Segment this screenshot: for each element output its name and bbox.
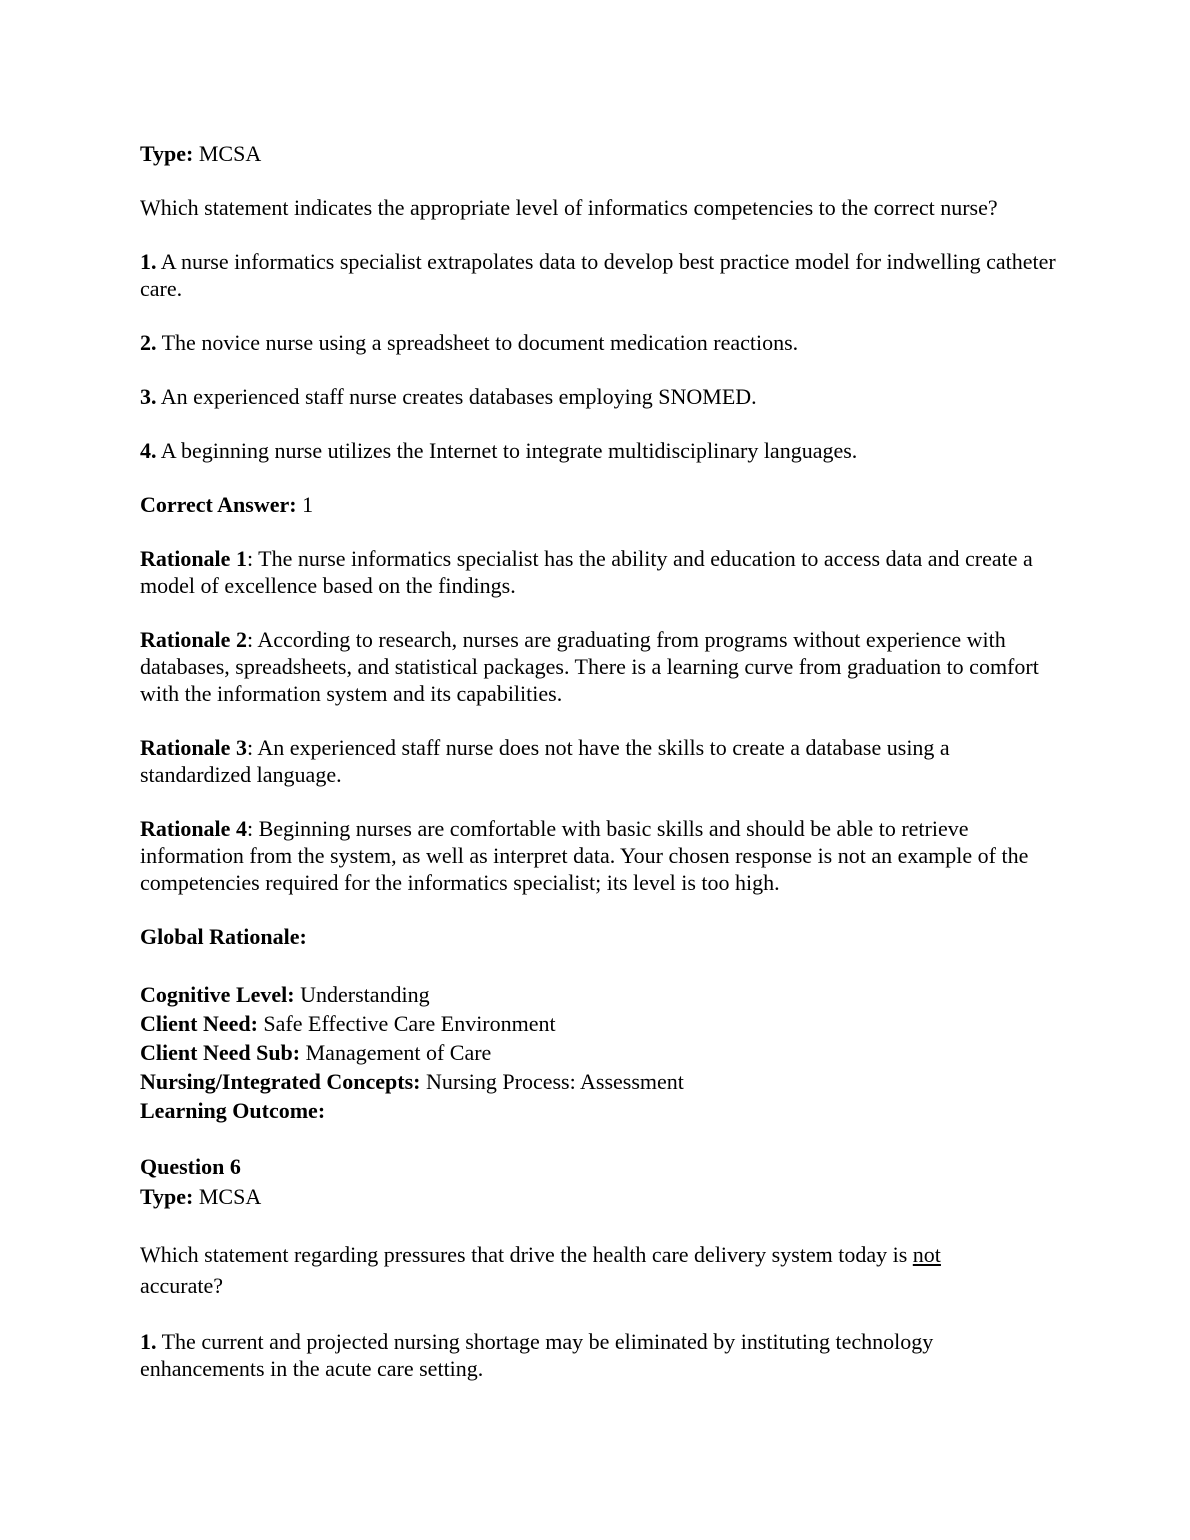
answer-option-4: 4. A beginning nurse utilizes the Internet to integrate multidisciplinary languages. bbox=[140, 438, 858, 463]
rationale-3: Rationale 3: An experienced staff nurse does not have the skills to create a database using a standardized language. bbox=[140, 735, 950, 787]
underlined-not: not bbox=[912, 1242, 941, 1267]
rationale-1: Rationale 1: The nurse informatics specialist has the ability and education to access data and create a model of excellence based on the findings. bbox=[140, 546, 1033, 598]
metadata-block bbox=[140, 980, 1060, 1125]
answer-option-1: 1. The current and projected nursing shortage may be eliminated by instituting technology enhancements in the acute care setting. bbox=[140, 1329, 934, 1381]
meta-cognitive-level: Cognitive Level: Understanding bbox=[140, 982, 430, 1007]
question-heading: Question 6 bbox=[140, 1154, 241, 1179]
type-value: MCSA bbox=[198, 141, 262, 166]
answer-option-3: 3. An experienced staff nurse creates databases employing SNOMED. bbox=[140, 384, 757, 409]
rationale-2: Rationale 2: According to research, nurses are graduating from programs without experience with databases, spreadsheets, and statistical packages. There is a learning curve from graduation to comfort with the information system and its capabilities. bbox=[140, 627, 1039, 706]
question-type bbox=[140, 140, 1060, 167]
document-page bbox=[140, 140, 1060, 1409]
question-stem: Which statement indicates the appropriate level of informatics competencies to the correct nurse? bbox=[140, 195, 998, 220]
global-rationale: Global Rationale: bbox=[140, 924, 307, 949]
meta-client-need: Client Need: Safe Effective Care Environment bbox=[140, 1011, 556, 1036]
question-type: Type: MCSA bbox=[140, 1184, 262, 1209]
question-stem: Which statement regarding pressures that drive the health care delivery system today is not accurate? bbox=[140, 1242, 941, 1298]
meta-learning-outcome: Learning Outcome: bbox=[140, 1098, 326, 1123]
meta-client-need-sub: Client Need Sub: Management of Care bbox=[140, 1040, 492, 1065]
answer-option-1: 1. A nurse informatics specialist extrapolates data to develop best practice model for indwelling catheter care. bbox=[140, 249, 1056, 301]
rationale-4: Rationale 4: Beginning nurses are comfortable with basic skills and should be able to retrieve information from the system, as well as interpret data. Your chosen response is not an example of the competencies required for the informatics specialist; its level is too high. bbox=[140, 816, 1029, 895]
question-6-header bbox=[140, 1152, 1060, 1212]
answer-option-2: 2. The novice nurse using a spreadsheet to document medication reactions. bbox=[140, 330, 799, 355]
type-label: Type: bbox=[140, 141, 194, 166]
correct-answer: Correct Answer: 1 bbox=[140, 492, 314, 517]
meta-nursing-concepts: Nursing/Integrated Concepts: Nursing Process: Assessment bbox=[140, 1069, 684, 1094]
